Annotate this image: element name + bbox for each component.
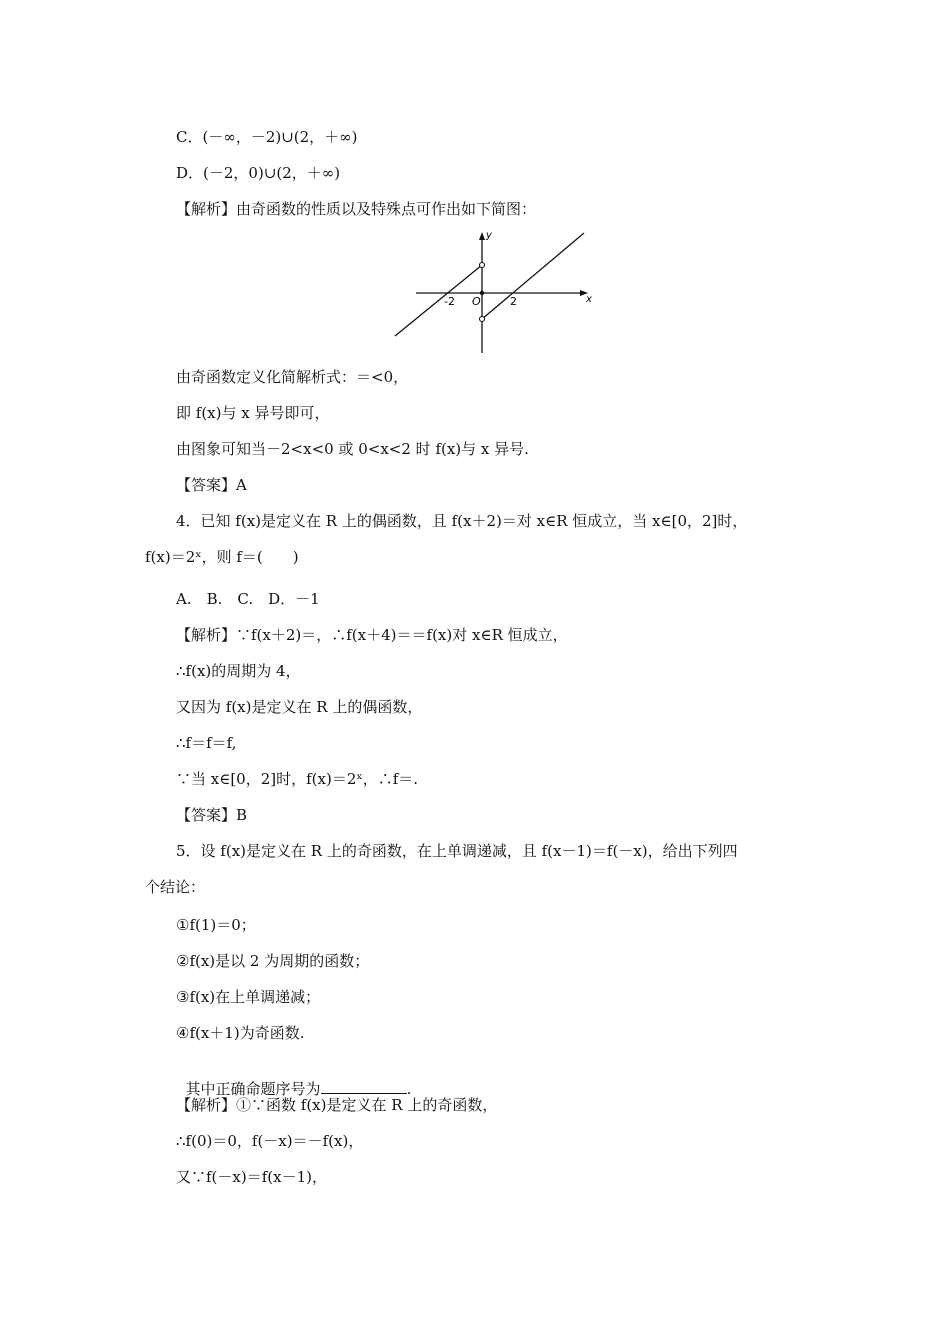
- analysis-5-line2: ∴f(0)＝0，f(－x)＝－f(x)，: [176, 1132, 364, 1150]
- graph-conclusion-line: 由图象可知当－2<x<0 或 0<x<2 时 f(x)与 x 异号.: [176, 440, 529, 458]
- left-branch-line: [395, 265, 482, 336]
- question-4-options: A. B. C. D．－1: [176, 590, 320, 608]
- analysis-5-line1: 【解析】①∵函数 f(x)是定义在 R 上的奇函数，: [176, 1096, 498, 1114]
- analysis-4-line5: ∵当 x∈[0，2]时，f(x)＝2ˣ，∴f＝.: [176, 770, 419, 788]
- fill-in-period: .: [406, 1080, 412, 1098]
- answer-4: 【答案】B: [176, 806, 248, 824]
- tick-label-neg2: -2: [444, 295, 455, 308]
- analysis-4-line3: 又因为 f(x)是定义在 R 上的偶函数，: [176, 698, 423, 716]
- x-axis-label: x: [586, 294, 592, 305]
- right-branch-line: [482, 233, 584, 319]
- question-4-cont: f(x)＝2ˣ，则 f＝( ): [145, 548, 299, 566]
- fill-in-line: [176, 1059, 411, 1099]
- analysis-4-line1: 【解析】∵f(x＋2)＝，∴f(x＋4)＝＝f(x)对 x∈R 恒成立，: [176, 626, 568, 644]
- y-axis-label: y: [486, 230, 492, 241]
- answer-blank[interactable]: [321, 1079, 407, 1094]
- function-sketch-graph: [388, 226, 608, 358]
- y-axis-arrow-icon: [479, 232, 485, 240]
- question-5: 5．设 f(x)是定义在 R 上的奇函数，在上单调递减，且 f(x－1)＝f(－x)，给出下列四: [176, 842, 738, 860]
- simplify-line: 由奇函数定义化简解析式：＝<0，: [176, 368, 409, 386]
- option-c: C．(－∞，－2)∪(2，＋∞): [176, 128, 358, 146]
- analysis-5-line3: 又∵f(－x)＝f(x－1)，: [176, 1168, 327, 1186]
- origin-label: O: [472, 295, 481, 308]
- tick-label-2: 2: [510, 295, 517, 308]
- conclusion-4: ④f(x＋1)为奇函数.: [176, 1024, 305, 1042]
- analysis-heading: 【解析】由奇函数的性质以及特殊点可作出如下简图：: [176, 200, 537, 218]
- fill-in-prompt: 其中正确命题序号为: [185, 1080, 321, 1098]
- open-point-lower: [480, 317, 485, 322]
- conclusion-3: ③f(x)在上单调递减；: [176, 988, 321, 1006]
- question-4: 4．已知 f(x)是定义在 R 上的偶函数，且 f(x＋2)＝对 x∈R 恒成立，当 x∈[0，2]时，: [176, 512, 748, 530]
- option-d: D．(－2，0)∪(2，＋∞): [176, 164, 341, 182]
- analysis-4-line2: ∴f(x)的周期为 4，: [176, 662, 301, 680]
- open-point-upper: [480, 263, 485, 268]
- sign-line: 即 f(x)与 x 异号即可，: [176, 404, 330, 422]
- conclusion-2: ②f(x)是以 2 为周期的函数；: [176, 952, 370, 970]
- conclusion-1: ①f(1)＝0；: [176, 916, 256, 934]
- analysis-4-line4: ∴f＝f＝f,: [176, 734, 237, 752]
- answer-3: 【答案】A: [176, 476, 247, 494]
- question-5-cont: 个结论：: [145, 878, 206, 896]
